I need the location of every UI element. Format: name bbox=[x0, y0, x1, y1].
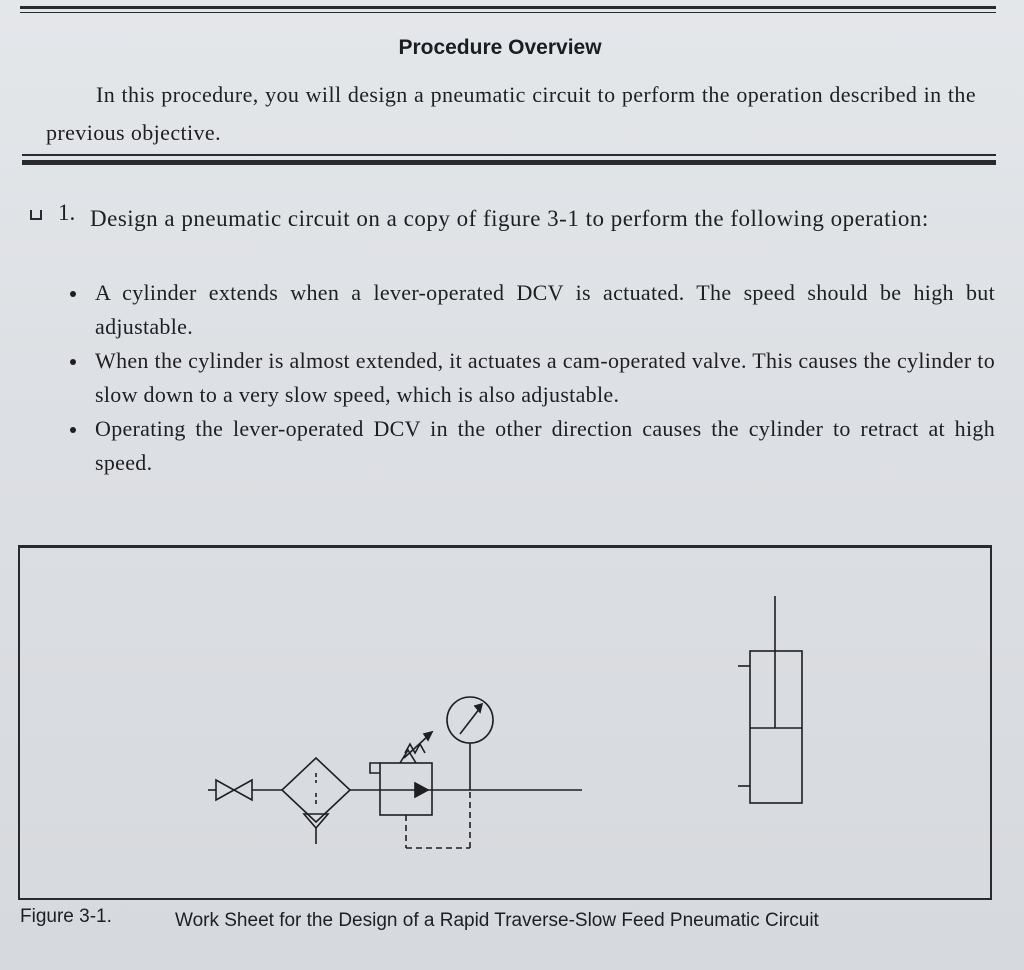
filter-symbol bbox=[282, 758, 380, 844]
bullet-icon bbox=[70, 427, 76, 433]
bullet-icon bbox=[70, 359, 76, 365]
cylinder-symbol bbox=[738, 596, 802, 803]
requirement-list bbox=[60, 276, 995, 480]
list-item bbox=[60, 276, 995, 344]
step-instruction: Design a pneumatic circuit on a copy of figure 3-1 to perform the following operation: bbox=[90, 206, 929, 231]
figure-label: Figure 3-1. bbox=[20, 906, 112, 927]
figure-worksheet-frame bbox=[18, 545, 992, 900]
list-item bbox=[60, 344, 995, 412]
bullet-icon bbox=[70, 291, 76, 297]
section-rule-thick bbox=[22, 160, 996, 165]
list-item-text: When the cylinder is almost extended, it actuates a cam-operated valve. This causes the cylinder to slow down to a very slow speed, which is also adjustable. bbox=[95, 348, 995, 407]
step-checkbox[interactable] bbox=[30, 210, 42, 220]
list-item-text: Operating the lever-operated DCV in the other direction causes the cylinder to retract at high speed. bbox=[95, 416, 995, 475]
list-item-text: A cylinder extends when a lever-operated DCV is actuated. The speed should be high but adjustable. bbox=[95, 280, 995, 339]
section-rule-thin bbox=[22, 154, 996, 156]
top-rule-thin bbox=[20, 12, 996, 13]
figure-caption: Work Sheet for the Design of a Rapid Traverse-Slow Feed Pneumatic Circuit bbox=[175, 910, 819, 931]
shutoff-valve-symbol bbox=[208, 780, 282, 800]
list-item bbox=[60, 412, 995, 480]
step-number: 1. bbox=[58, 200, 76, 225]
section-title: Procedure Overview bbox=[398, 36, 602, 59]
regulator-symbol bbox=[370, 732, 582, 848]
top-rule bbox=[20, 6, 996, 9]
pressure-gauge-symbol bbox=[447, 697, 493, 790]
overview-paragraph: In this procedure, you will design a pneumatic circuit to perform the operation described in the previous objective. bbox=[46, 82, 976, 145]
pneumatic-circuit-diagram bbox=[20, 548, 990, 898]
